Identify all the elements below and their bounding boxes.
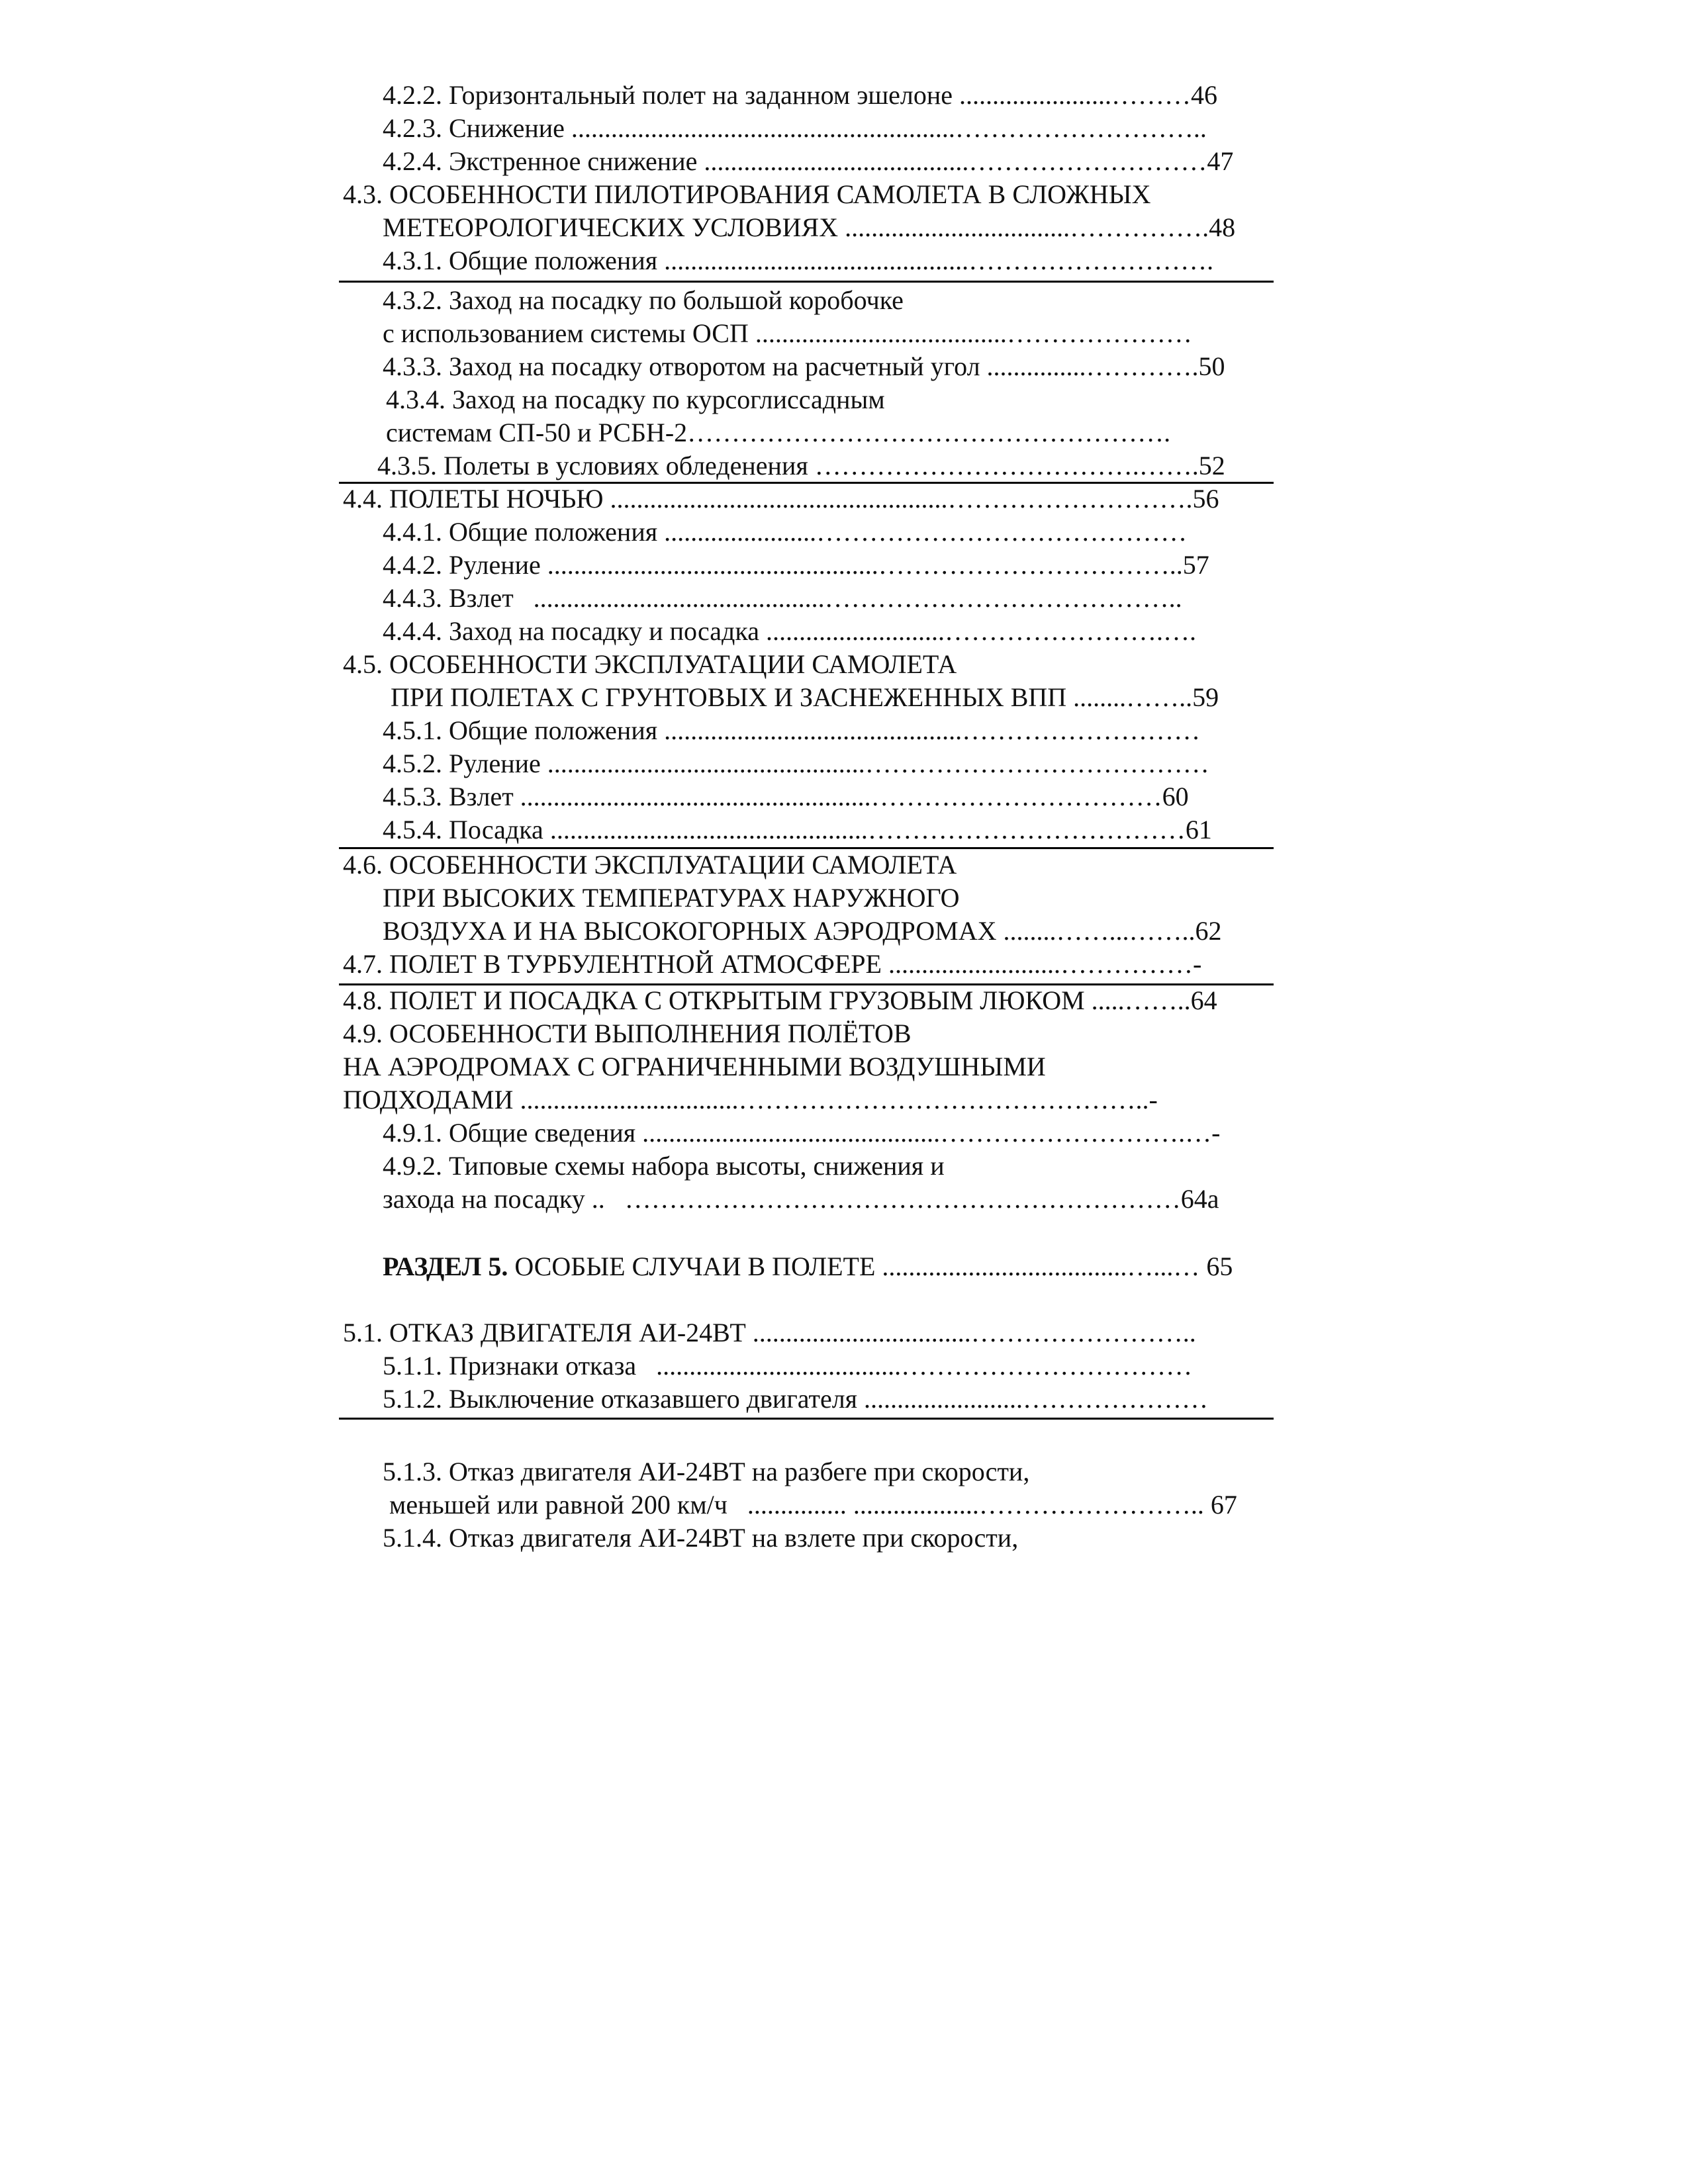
toc-entry: 4.4.4. Заход на посадку и посадка ...........................…………………….….	[383, 616, 1203, 646]
toc-entry: 4.9.2. Типовые схемы набора высоты, снижения и	[383, 1151, 945, 1181]
toc-entry: 4.3.2. Заход на посадку по большой коробочке	[383, 285, 904, 315]
toc-entry: 4.3.5. Полеты в условиях обледенения ……………………………….…….52	[377, 451, 1225, 480]
toc-section-heading: МЕТЕОРОЛОГИЧЕСКИХ УСЛОВИЯХ ..................................…………….48	[383, 212, 1236, 242]
toc-section-heading: 4.6. ОСОБЕННОСТИ ЭКСПЛУАТАЦИИ САМОЛЕТА	[343, 850, 957, 880]
toc-entry: 4.4.1. Общие положения .......................……………………………………	[383, 517, 1194, 547]
toc-section-heading: ВОЗДУХА И НА ВЫСОКОГОРНЫХ АЭРОДРОМАХ ........……...……..62	[383, 916, 1222, 946]
toc-entry: 5.1.3. Отказ двигателя АИ-24ВТ на разбеге при скорости,	[383, 1457, 1030, 1486]
toc-section-heading: 4.5. ОСОБЕННОСТИ ЭКСПЛУАТАЦИИ САМОЛЕТА	[343, 649, 957, 679]
toc-entry: 4.2.3. Снижение ..........................................................………………………..	[383, 113, 1213, 143]
toc-entry: захода на посадку .. ………………………………………………………64а	[383, 1184, 1219, 1214]
toc-section-heading: 4.4. ПОЛЕТЫ НОЧЬЮ ...................................................……………………….56	[343, 484, 1219, 514]
toc-entry: 5.1.2. Выключение отказавшего двигателя ........................…………………	[383, 1384, 1209, 1414]
toc-section-heading: НА АЭРОДРОМАХ С ОГРАНИЧЕННЫМИ ВОЗДУШНЫМИ	[343, 1052, 1046, 1081]
toc-entry: 4.5.1. Общие положения .............................................………………………	[383, 715, 1207, 745]
toc-entry: 4.2.2. Горизонтальный полет на заданном эшелоне .......................………46	[383, 80, 1218, 110]
section-title: ОСОБЫЕ СЛУЧАИ В ПОЛЕТЕ .....................................…...… 65	[514, 1251, 1233, 1281]
toc-section-heading: ПОДХОДАМИ .................................………………………………………..-	[343, 1085, 1158, 1115]
toc-entry: 4.9.1. Общие сведения .............................................……………………….…-	[383, 1118, 1221, 1148]
toc-section-heading: ПРИ ВЫСОКИХ ТЕМПЕРАТУРАХ НАРУЖНОГО	[383, 883, 960, 913]
toc-entry: меньшей или равной 200 км/ч ............... ...................…………………….. 67	[389, 1490, 1237, 1520]
toc-entry: системам СП-50 и РСБН-2……………………………………………….	[386, 418, 1171, 447]
toc-entry: 5.1.1. Признаки отказа .....................................……………………………	[383, 1351, 1193, 1381]
toc-section-heading: 4.7. ПОЛЕТ В ТУРБУЛЕНТНОЙ АТМОСФЕРЕ ..........................……………-	[343, 949, 1202, 979]
toc-section-heading: 4.3. ОСОБЕННОСТИ ПИЛОТИРОВАНИЯ САМОЛЕТА В СЛОЖНЫХ	[343, 179, 1151, 209]
toc-entry: с использованием системы ОСП ......................................…………………	[383, 318, 1199, 348]
toc-entry: 5.1.4. Отказ двигателя АИ-24ВТ на взлете при скорости,	[383, 1523, 1019, 1553]
toc-part-heading	[383, 1251, 1233, 1283]
toc-entry: 4.4.2. Руление ..................................................……………………………..57	[383, 550, 1209, 580]
divider-line	[339, 281, 1274, 283]
toc-section-heading: 5.1. ОТКАЗ ДВИГАТЕЛЯ АИ-24ВТ .................................……………………..	[343, 1318, 1203, 1347]
toc-entry: 4.4.3. Взлет ............................................…………………………………..	[383, 583, 1189, 613]
toc-section-heading: 4.8. ПОЛЕТ И ПОСАДКА С ОТКРЫТЫМ ГРУЗОВЫМ ЛЮКОМ .....……..64	[343, 985, 1217, 1015]
toc-entry: 4.5.4. Посадка ................................................………………………………61	[383, 815, 1212, 844]
toc-entry: 4.3.3. Заход на посадку отворотом на расчетный угол ...............………….50	[383, 351, 1225, 381]
toc-entry: 4.5.3. Взлет .....................................................……………………………60	[383, 782, 1189, 811]
toc-entry: 4.3.1. Общие положения ..............................................……………………….	[383, 246, 1221, 275]
toc-section-heading: ПРИ ПОЛЕТАХ С ГРУНТОВЫХ И ЗАСНЕЖЕННЫХ ВПП ........……..59	[391, 682, 1219, 712]
toc-entry: 4.5.2. Руление ................................................…………………………………	[383, 749, 1209, 778]
divider-line	[339, 1418, 1274, 1420]
toc-entry: 4.2.4. Экстренное снижение ........................................………………………47	[383, 146, 1234, 176]
section-number: РАЗДЕЛ 5.	[383, 1251, 508, 1281]
toc-entry: 4.3.4. Заход на посадку по курсоглиссадным	[386, 385, 885, 414]
toc-section-heading: 4.9. ОСОБЕННОСТИ ВЫПОЛНЕНИЯ ПОЛЁТОВ	[343, 1019, 912, 1048]
